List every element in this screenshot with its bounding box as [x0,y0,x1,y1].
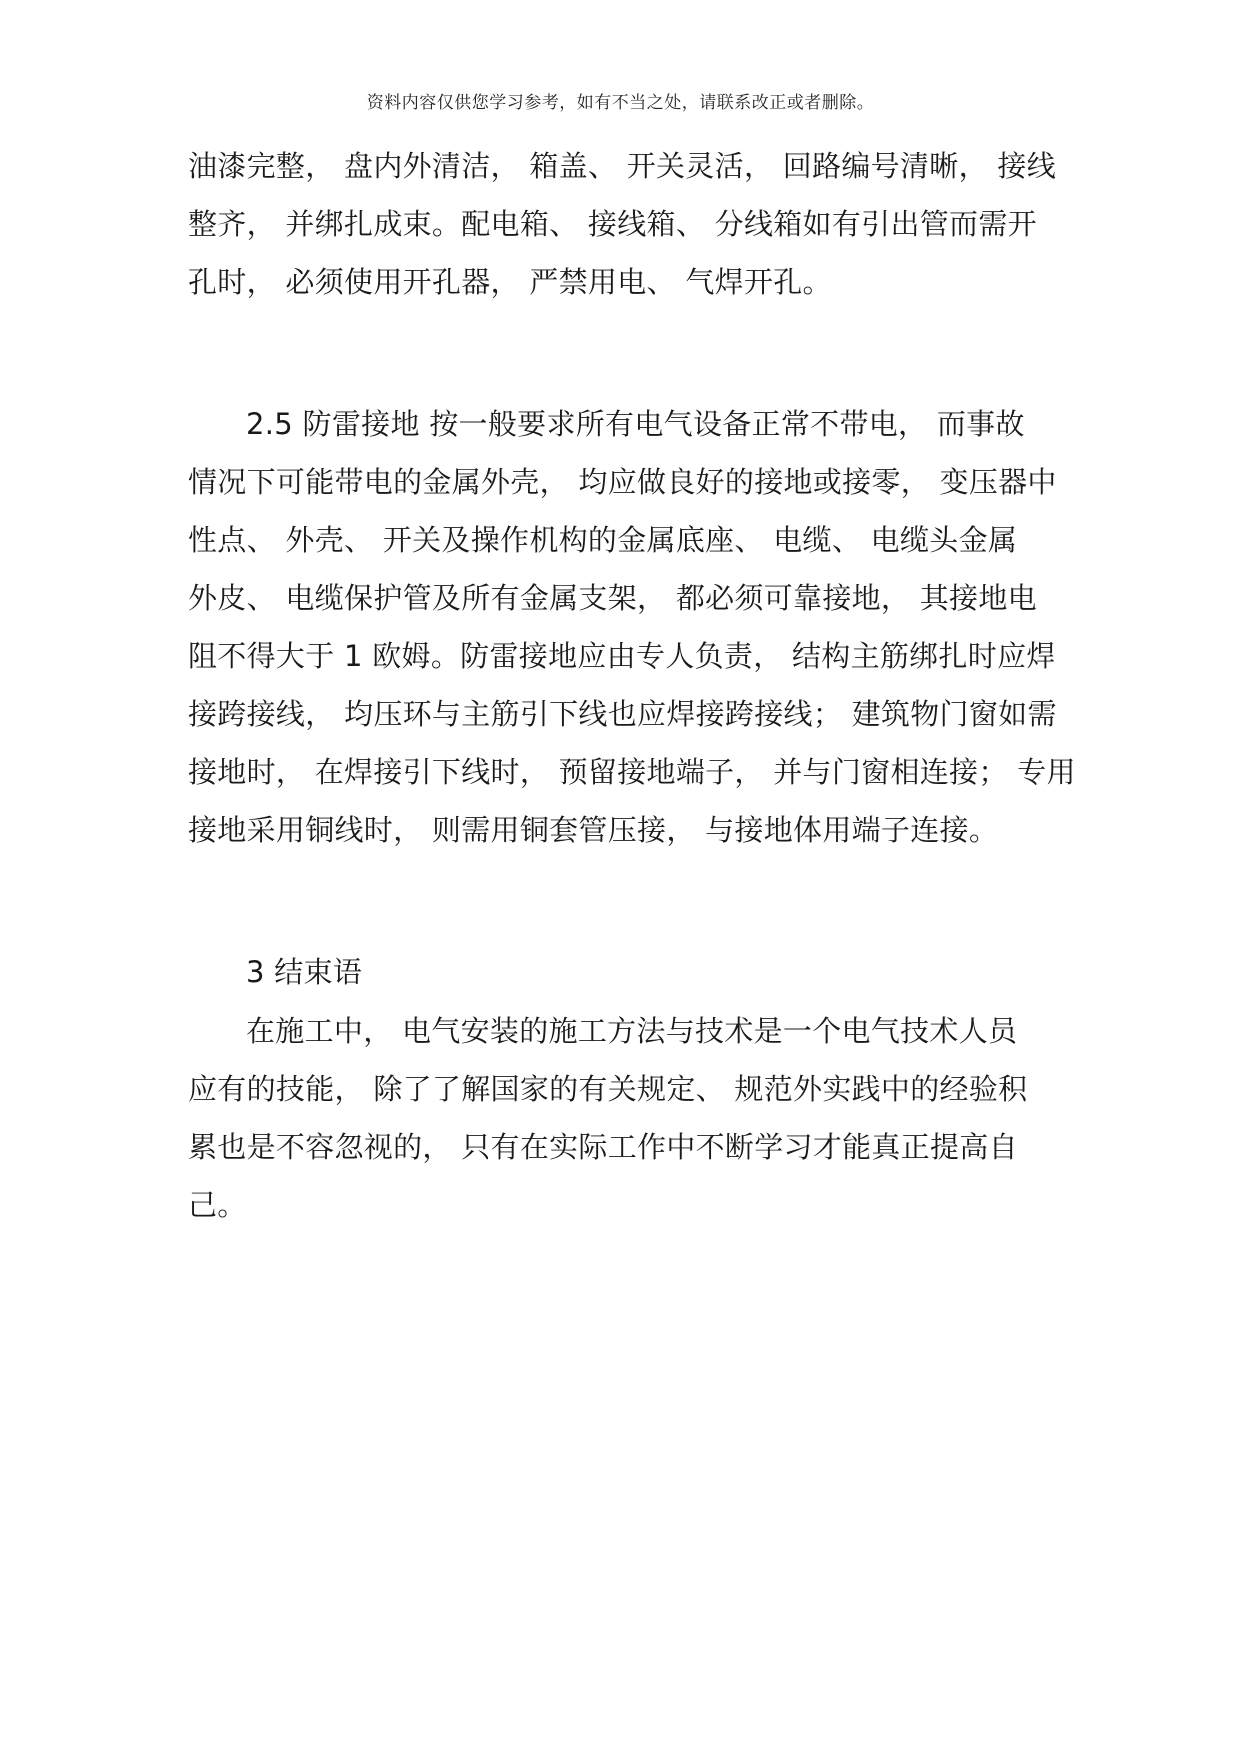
paragraph-1-line-1: 油漆完整， 盘内外清洁， 箱盖、 开关灵活， 回路编号清晰， 接线 [188,149,1056,183]
paragraph-2-line-1: 2.5 防雷接地 按一般要求所有电气设备正常不带电， 而事故 [246,407,1025,441]
header-disclaimer: 资料内容仅供您学习参考，如有不当之处，请联系改正或者删除。 [366,93,875,113]
paragraph-2-line-6: 接跨接线， 均压环与主筋引下线也应焊接跨接线； 建筑物门窗如需 [188,697,1057,731]
section-3-line-3: 累也是不容忽视的， 只有在实际工作中不断学习才能真正提高自 [188,1130,1018,1164]
paragraph-2-line-8: 接地采用铜线时， 则需用铜套管压接， 与接地体用端子连接。 [188,813,999,847]
paragraph-2-line-3: 性点、 外壳、 开关及操作机构的金属底座、 电缆、 电缆头金属 [188,523,1018,557]
section-3-line-2: 应有的技能， 除了了解国家的有关规定、 规范外实践中的经验积 [188,1072,1028,1106]
section-3-line-4: 己。 [188,1188,247,1222]
paragraph-2-line-7: 接地时， 在焊接引下线时， 预留接地端子， 并与门窗相连接； 专用 [188,755,1076,789]
paragraph-2-line-5: 阻不得大于 1 欧姆。防雷接地应由专人负责， 结构主筋绑扎时应焊 [188,639,1056,673]
section-3-line-1: 在施工中， 电气安装的施工方法与技术是一个电气技术人员 [246,1014,1018,1048]
paragraph-1-line-3: 孔时， 必须使用开孔器， 严禁用电、 气焊开孔。 [188,265,832,299]
paragraph-2-line-2: 情况下可能带电的金属外壳， 均应做良好的接地或接零， 变压器中 [188,465,1057,499]
paragraph-2-line-4: 外皮、 电缆保护管及所有金属支架， 都必须可靠接地， 其接地电 [188,581,1037,615]
paragraph-1-line-2: 整齐， 并绑扎成束。配电箱、 接线箱、 分线箱如有引出管而需开 [188,207,1037,241]
section-3-heading: 3 结束语 [246,955,363,989]
